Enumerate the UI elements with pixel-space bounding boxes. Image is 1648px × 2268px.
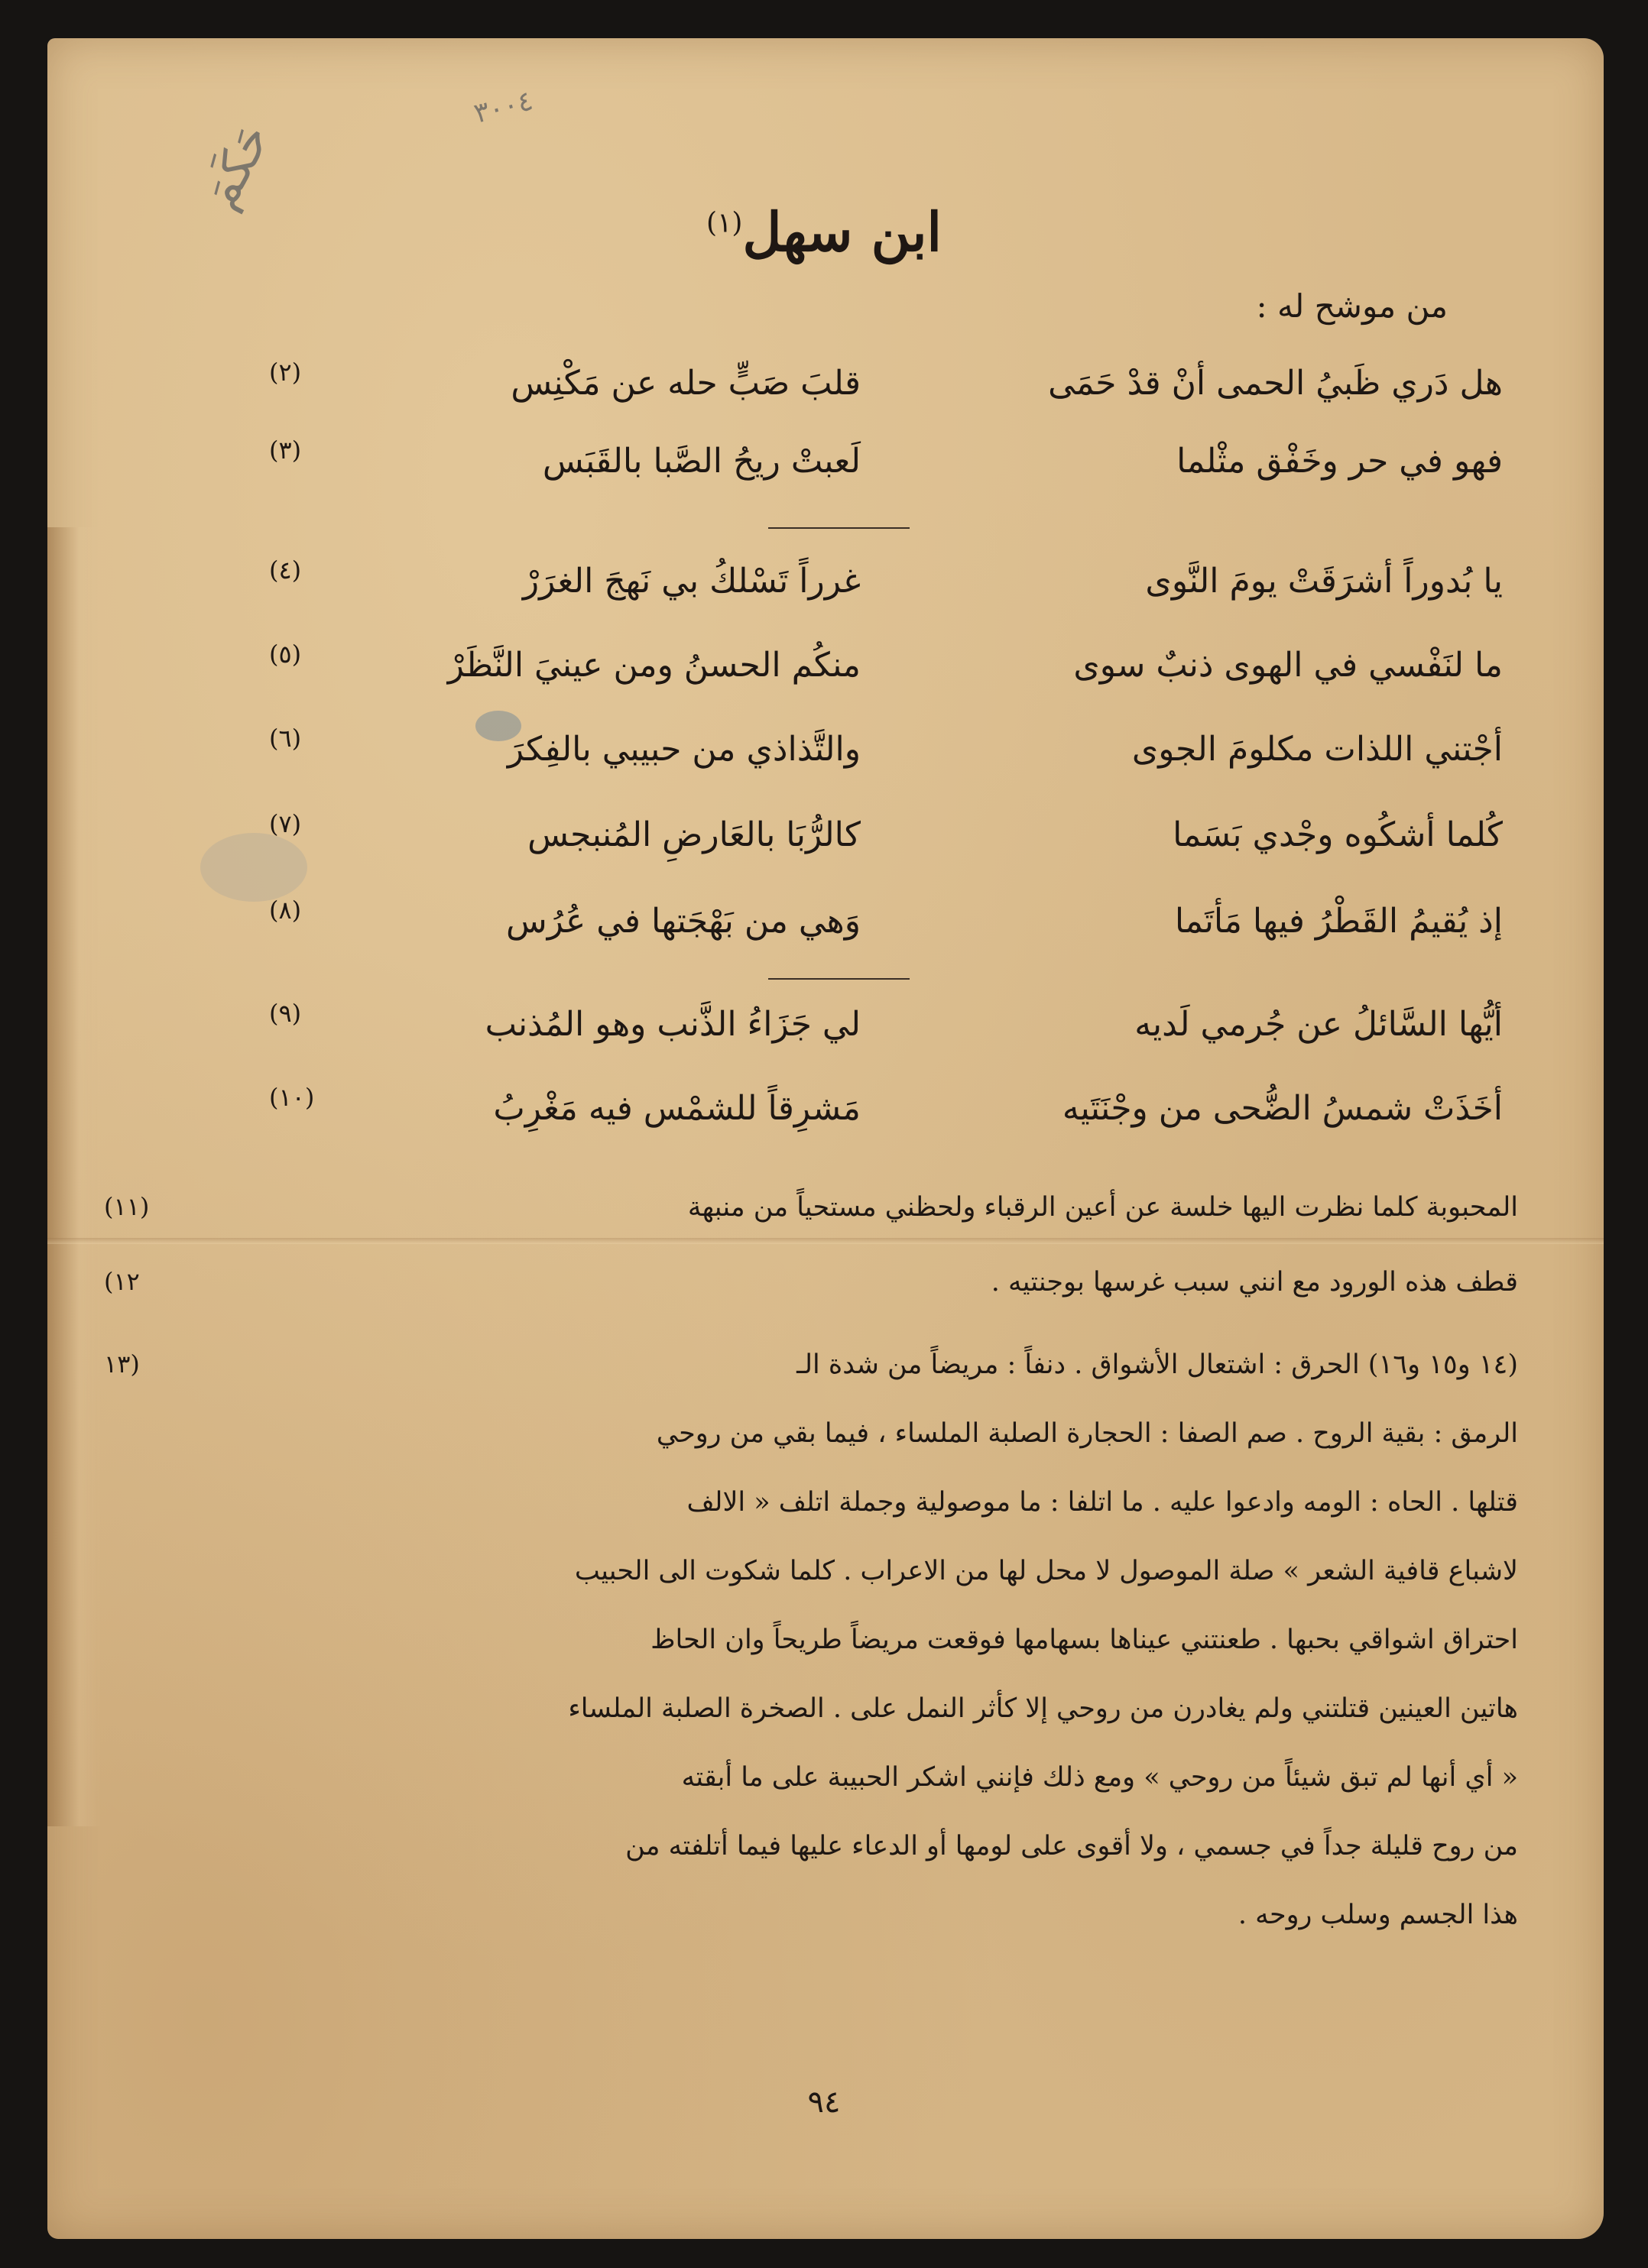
verse-second-hemistich: مَشرِقاً للشمْس فيه مَغْرِبُ	[493, 1089, 861, 1128]
footnote-text: من روح قليلة جداً في جسمي ، ولا أقوى على لومها أو الدعاء عليها فيما أتلفته من	[625, 1831, 1518, 1861]
page-number: ٩٤	[807, 2085, 841, 2120]
verse-second-hemistich: لي جَزَاءُ الذَّنب وهو المُذنب	[485, 1005, 861, 1044]
poem-title-text: ابن سهل	[742, 200, 942, 264]
verse-first-hemistich: ما لنَفْسي في الهوى ذنبٌ سوى	[1073, 646, 1503, 685]
footnote-marker: (١٠)	[269, 1083, 315, 1112]
verse-row	[269, 896, 1503, 955]
footnote-text: « أي أنها لم تبق شيئاً من روحي » ومع ذلك فإنني اشكر الحبيبة على ما أبقته	[681, 1762, 1518, 1793]
poem-title	[0, 200, 1648, 264]
verse-first-hemistich: فهو في حر وخَفْق مثْلما	[1176, 442, 1503, 481]
footnote-marker: (٢)	[269, 358, 302, 387]
footnote-line	[104, 1192, 1518, 1238]
stanza-divider	[768, 978, 910, 980]
footnote-number: ١٢)	[104, 1267, 140, 1296]
footnote-text: الرمق : بقية الروح . صم الصفا : الحجارة الصلبة الملساء ، فيما بقي من روحي	[656, 1418, 1518, 1449]
poem-intro: من موشح له :	[1256, 287, 1448, 325]
footnote-line	[157, 1762, 1518, 1808]
verse-row	[269, 724, 1503, 783]
footnote-line	[157, 1556, 1518, 1602]
footnote-line	[157, 1693, 1518, 1739]
footnote-line	[157, 1900, 1518, 1946]
verse-row	[269, 556, 1503, 615]
footnote-marker: (٧)	[269, 809, 302, 838]
verse-row	[269, 809, 1503, 869]
footnote-marker: (٦)	[269, 724, 302, 753]
footnote-text: (١٤ و١٥ و١٦) الحرق : اشتعال الأشواق . دنفاً : مريضاً من شدة الـ	[796, 1349, 1518, 1380]
footnote-text: المحبوبة كلما نظرت اليها خلسة عن أعين الرقباء ولحظني مستحياً من منبهة	[687, 1192, 1518, 1223]
footnote-line	[157, 1487, 1518, 1533]
verse-second-hemistich: لَعبتْ ريحُ الصَّبا بالقَبَس	[542, 442, 861, 481]
footnote-text: هاتين العينين قتلتني ولم يغادرن من روحي إلا كأثر النمل على . الصخرة الصلبة الملساء	[568, 1693, 1518, 1724]
verse-row	[269, 436, 1503, 495]
footnotes-block	[104, 1192, 1518, 2017]
footnote-marker: (٥)	[269, 640, 302, 669]
footnote-marker: (٩)	[269, 999, 302, 1028]
stanza-divider	[768, 527, 910, 529]
footnote-line	[104, 1267, 1518, 1313]
pencil-handwriting: حَكَمَ	[191, 114, 281, 218]
footnote-line	[104, 1349, 1518, 1395]
title-footnote-marker: (١)	[706, 207, 743, 239]
verse-row	[269, 1083, 1503, 1142]
verse-first-hemistich: هل دَري ظَبيُ الحمى أنْ قدْ حَمَى	[1048, 364, 1503, 403]
verse-second-hemistich: قلبَ صَبٍّ حله عن مَكْنِس	[511, 364, 861, 403]
verse-first-hemistich: إذ يُقيمُ القَطْرُ فيها مَأتَما	[1174, 902, 1503, 941]
footnote-number: (١١)	[104, 1192, 150, 1221]
verse-row	[269, 358, 1503, 417]
verse-row	[269, 640, 1503, 699]
verse-second-hemistich: والتَّذاذي من حبيبي بالفِكرَ	[507, 730, 861, 769]
footnote-marker: (٣)	[269, 436, 302, 465]
verse-second-hemistich: وَهي من بَهْجَتها في عُرُس	[506, 902, 861, 941]
verse-row	[269, 999, 1503, 1058]
ink-stain	[200, 833, 307, 902]
verse-second-hemistich: منكُم الحسنُ ومن عينيَ النَّظَرْ	[447, 646, 861, 685]
footnote-text: هذا الجسم وسلب روحه .	[1238, 1900, 1518, 1930]
verse-second-hemistich: كالرُّبَا بالعَارضِ المُنبجس	[527, 815, 861, 854]
footnote-text: لاشباع قافية الشعر » صلة الموصول لا محل لها من الاعراب . كلما شكوت الى الحبيب	[574, 1556, 1518, 1586]
verse-second-hemistich: غرراً تَسْلكُ بي نَهجَ الغرَرْ	[522, 562, 861, 601]
torn-spine-edge	[47, 527, 101, 1826]
footnote-marker: (٤)	[269, 556, 302, 585]
footnote-line	[157, 1625, 1518, 1670]
footnote-line	[157, 1831, 1518, 1877]
footnote-number: (١٣	[104, 1349, 140, 1379]
footnote-text: قتلها . الحاه : الومه وادعوا عليه . ما اتلفا : ما موصولية وجملة اتلف « الالف	[686, 1487, 1518, 1518]
footnote-text: احتراق اشواقي بحبها . طعنتني عيناها بسهامها فوقعت مريضاً طريحاً وان الحاظ	[650, 1625, 1518, 1655]
footnote-text: قطف هذه الورود مع انني سبب غرسها بوجنتيه .	[991, 1267, 1518, 1298]
verse-first-hemistich: أيُّها السَّائلُ عن جُرمي لَديه	[1134, 1005, 1503, 1044]
pencil-mark: ٣٠٠٤	[471, 85, 537, 130]
footnote-marker: (٨)	[269, 896, 302, 925]
verse-first-hemistich: كُلما أشكُوه وجْدي بَسَما	[1173, 815, 1503, 854]
verse-first-hemistich: يا بُدوراً أشرَقَتْ يومَ النَّوى	[1145, 562, 1503, 601]
footnote-line	[157, 1418, 1518, 1464]
verse-first-hemistich: أجْتني اللذات مكلومَ الجوى	[1131, 730, 1503, 769]
verse-first-hemistich: أخَذَتْ شمسُ الضُّحى من وجْنَتَيه	[1062, 1089, 1503, 1128]
